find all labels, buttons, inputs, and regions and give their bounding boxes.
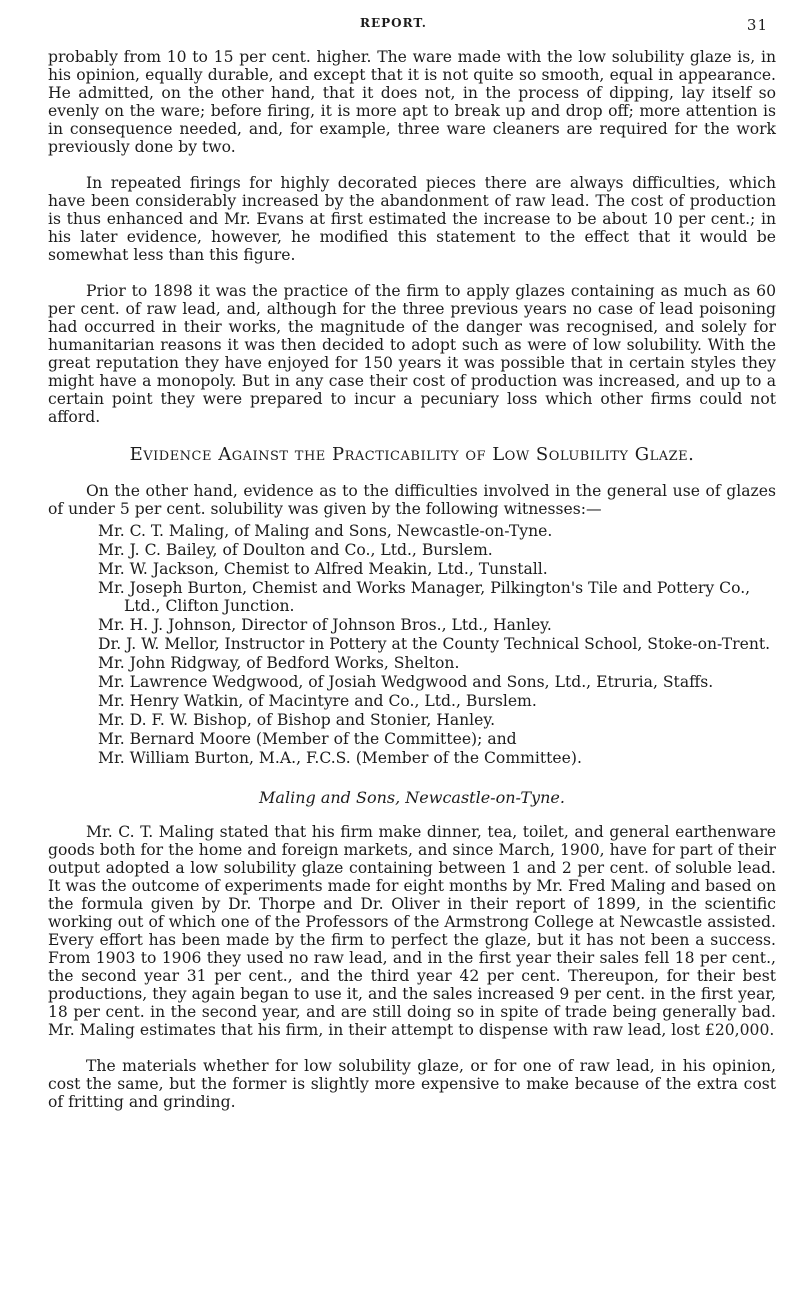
paragraph: Prior to 1898 it was the practice of the firm to apply glazes containing as much as 60 per cent. of raw lead, and, although for the three previous years no case of lead poisoning had occurred in their works, the magnitude of the danger was recognised, and solely for humanitarian reasons it was then decided to adopt such as were of low solubility. With the great reputation they have enjoyed for 150 years it was possible that in certain styles they might have a monopoly. But in any case their cost of production was increased, and up to a certain point they were prepared to incur a pecuniary loss which other firms could not afford.: [48, 282, 776, 426]
intro-paragraph: On the other hand, evidence as to the difficulties involved in the general use of glazes of under 5 per cent. solubility was given by the following witnesses:—: [48, 482, 776, 518]
list-item: Mr. William Burton, M.A., F.C.S. (Member of the Committee).: [98, 749, 582, 767]
witness-list: [48, 522, 776, 767]
list-item: Mr. H. J. Johnson, Director of Johnson Bros., Ltd., Hanley.: [98, 616, 552, 634]
list-item: Mr. Bernard Moore (Member of the Committee); and: [98, 730, 517, 748]
list-item: Mr. Lawrence Wedgwood, of Josiah Wedgwood and Sons, Ltd., Etruria, Staffs.: [98, 673, 714, 691]
list-item: Dr. J. W. Mellor, Instructor in Pottery at the County Technical School, Stoke-on-Trent.: [98, 635, 771, 653]
paragraph: probably from 10 to 15 per cent. higher. The ware made with the low solubility glaze is, in his opinion, equally durable, and except that it is not quite so smooth, equal in appearance. He admitted, on the other hand, that it does not, in the process of dipping, lay itself so evenly on the ware; before firing, it is more apt to break up and drop off; more attention is in consequence needed, and, for example, three ware cleaners are required for the work previously done by two.: [48, 48, 776, 156]
subheading: Maling and Sons, Newcastle-on-Tyne.: [259, 788, 565, 807]
list-item: Mr. W. Jackson, Chemist to Alfred Meakin, Ltd., Tunstall.: [98, 560, 548, 578]
list-item: Mr. Joseph Burton, Chemist and Works Manager, Pilkington's Tile and Pottery Co., Ltd., Clifton Junction.: [98, 579, 751, 615]
paragraph: Mr. C. T. Maling stated that his firm make dinner, tea, toilet, and general earthenware goods both for the home and foreign markets, and since March, 1900, have for part of their output adopted a low solubility glaze containing between 1 and 2 per cent. of soluble lead. It was the outcome of experiments made for eight months by Mr. Fred Maling and based on the formula given by Dr. Thorpe and Dr. Oliver in their report of 1899, in the scientific working out of which one of the Professors of the Armstrong College at Newcastle assisted. Every effort has been made by the firm to perfect the glaze, but it has not been a success. From 1903 to 1906 they used no raw lead, and in the first year their sales fell 18 per cent., the second year 31 per cent., and the third year 42 per cent. Thereupon, for their best productions, they again began to use it, and the sales increased 9 per cent. in the first year, 18 per cent. in the second year, and are still doing so in spite of trade being generally bad. Mr. Maling estimates that his firm, in their attempt to dispense with raw lead, lost £20,000.: [48, 823, 776, 1039]
paragraph: The materials whether for low solubility glaze, or for one of raw lead, in his opinion, cost the same, but the former is slightly more expensive to make because of the extra cost of fritting and grinding.: [48, 1057, 776, 1111]
page-number: 31: [746, 16, 768, 34]
running-title: REPORT.: [360, 16, 427, 30]
list-item: Mr. Henry Watkin, of Macintyre and Co., Ltd., Burslem.: [98, 692, 537, 710]
list-item: Mr. John Ridgway, of Bedford Works, Shelton.: [98, 654, 460, 672]
paragraph: In repeated firings for highly decorated pieces there are always difficulties, which have been considerably increased by the abandonment of raw lead. The cost of production is thus enhanced and Mr. Evans at first estimated the increase to be about 10 per cent.; in his later evidence, however, he modified this statement to the effect that it would be somewhat less than this figure.: [48, 174, 776, 264]
list-item: Mr. D. F. W. Bishop, of Bishop and Stonier, Hanley.: [98, 711, 496, 729]
list-item: Mr. J. C. Bailey, of Doulton and Co., Ltd., Burslem.: [98, 541, 493, 559]
list-item: Mr. C. T. Maling, of Maling and Sons, Newcastle-on-Tyne.: [98, 522, 553, 540]
document-body: [48, 48, 776, 1129]
section-heading: Evidence Against the Practicability of Low Solubility Glaze.: [129, 444, 695, 465]
